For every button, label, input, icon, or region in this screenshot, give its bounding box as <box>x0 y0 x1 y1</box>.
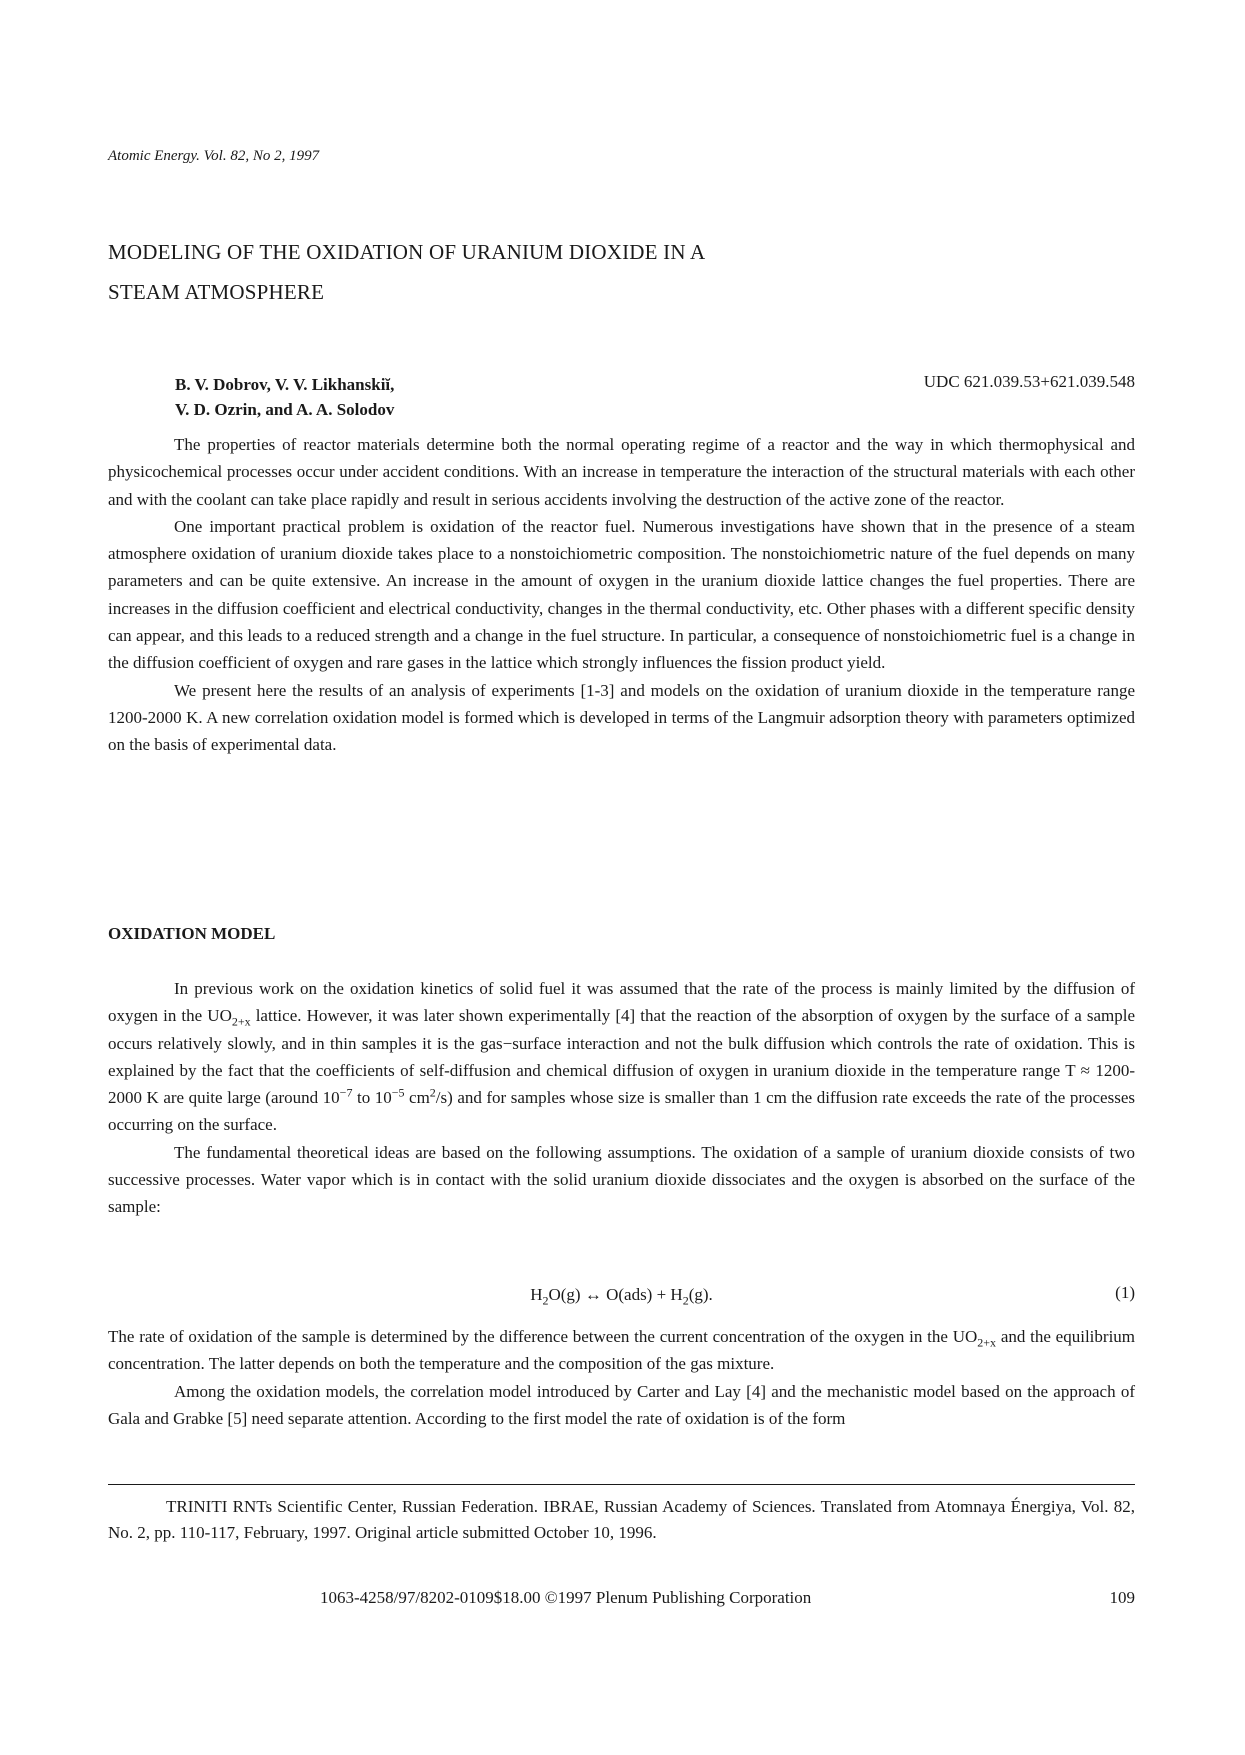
intro-paragraph-2: One important practical problem is oxidation of the reactor fuel. Numerous investigations have shown that in the presence of a steam atmosphere oxidation of uranium dioxide takes place to a nonstoichiometric composition. The nonstoichiometric nature of the fuel depends on many parameters and can be quite extensive. An increase in the amount of oxygen in the uranium dioxide lattice changes the fuel properties. There are increases in the diffusion coefficient and electrical conductivity, changes in the thermal conductivity, etc. Other phases with a different specific density can appear, and this leads to a reduced strength and a change in the fuel structure. In particular, a consequence of nonstoichiometric fuel is a change in the diffusion coefficient of oxygen and rare gases in the lattice which strongly influences the fission product yield. <box>108 516 1135 673</box>
title-line-1: MODELING OF THE OXIDATION OF URANIUM DIOXIDE IN A <box>108 240 706 264</box>
footnote-divider <box>108 1484 1135 1485</box>
model-paragraph-2: The fundamental theoretical ideas are based on the following assumptions. The oxidation of a sample of uranium dioxide consists of two successive processes. Water vapor which is in contact with the solid uranium dioxide dissociates and the oxygen is absorbed on the surface of the sample: <box>108 1142 1135 1217</box>
affiliation-footnote: TRINITI RNTs Scientific Center, Russian Federation. IBRAE, Russian Academy of Sciences. Translated from Atomnaya Énergiya, Vol. 82, No. 2, pp. 110-117, February, 1997. Original article submitted October 10, 1996. <box>108 1497 1135 1542</box>
introduction <box>108 431 1135 759</box>
intro-paragraph-3: We present here the results of an analysis of experiments [1-3] and models on the oxidation of uranium dioxide in the temperature range 1200-2000 K. A new correlation oxidation model is formed which is developed in terms of the Langmuir adsorption theory with parameters optimized on the basis of experimental data. <box>108 680 1135 755</box>
udc-code: UDC 621.039.53+621.039.548 <box>923 372 1135 391</box>
model-paragraph-3: The rate of oxidation of the sample is determined by the difference between the current concentration of the oxygen in the $UO_{2+x}$ and the equilibrium concentration. The latter depends on both the temperature and the composition of the gas mixture. <box>108 1327 1136 1374</box>
article-title <box>108 232 868 312</box>
model-paragraph-1: In previous work on the oxidation kinetics of solid fuel it was assumed that the rate of the process is mainly limited by the diffusion of oxygen in the $UO_{2+x}$ lattice. However, it was later shown experimentally [4] that the reaction of the absorption of oxygen by the surface of a sample occurs relatively slowly, and in thin samples it is the gas−surface interaction and not the bulk diffusion which controls the rate of oxidation. This is explained by the fact that the coefficients of self-diffusion and chemical diffusion of oxygen in uranium dioxide in the temperature range T ≈ 1200-2000 K are quite large (around $10^{-7}$ to $10^{-5}$ $cm^2/s$) and for samples whose size is smaller than 1 cm the diffusion rate exceeds the rate of the processes occurring on the surface. <box>108 979 1135 1135</box>
equation-body: $H_2O(g)$ ↔ $O(ads) + H_2(g)$. <box>530 1285 713 1308</box>
intro-paragraph-1: The properties of reactor materials determine both the normal operating regime of a reactor and the way in which thermophysical and physicochemical processes occur under accident conditions. With an increase in temperature the interaction of the structural materials with each other and with the coolant can take place rapidly and result in serious accidents involving the destruction of the active zone of the reactor. <box>108 435 1135 509</box>
equation-number: (1) <box>1115 1283 1135 1302</box>
authors-line-1: B. V. Dobrov, V. V. Likhanskiĭ, <box>175 375 395 394</box>
equation-1 <box>108 1283 1135 1307</box>
publisher-code: 1063-4258/97/8202-0109$18.00 ©1997 Plenum Publishing Corporation <box>320 1588 812 1607</box>
oxidation-model-text-bottom <box>108 1323 1135 1432</box>
authors-line-2: V. D. Ozrin, and A. A. Solodov <box>175 400 395 419</box>
author-list <box>175 372 394 422</box>
page-number: 109 <box>1109 1588 1135 1607</box>
oxidation-model-text-top <box>108 975 1135 1221</box>
section-heading: OXIDATION MODEL <box>108 924 276 943</box>
model-paragraph-4: Among the oxidation models, the correlation model introduced by Carter and Lay [4] and the mechanistic model based on the approach of Gala and Grabke [5] need separate attention. According to the first model the rate of oxidation is of the form <box>108 1381 1135 1428</box>
title-line-2: STEAM ATMOSPHERE <box>108 280 325 304</box>
journal-citation: Atomic Energy. Vol. 82, No 2, 1997 <box>108 148 320 164</box>
